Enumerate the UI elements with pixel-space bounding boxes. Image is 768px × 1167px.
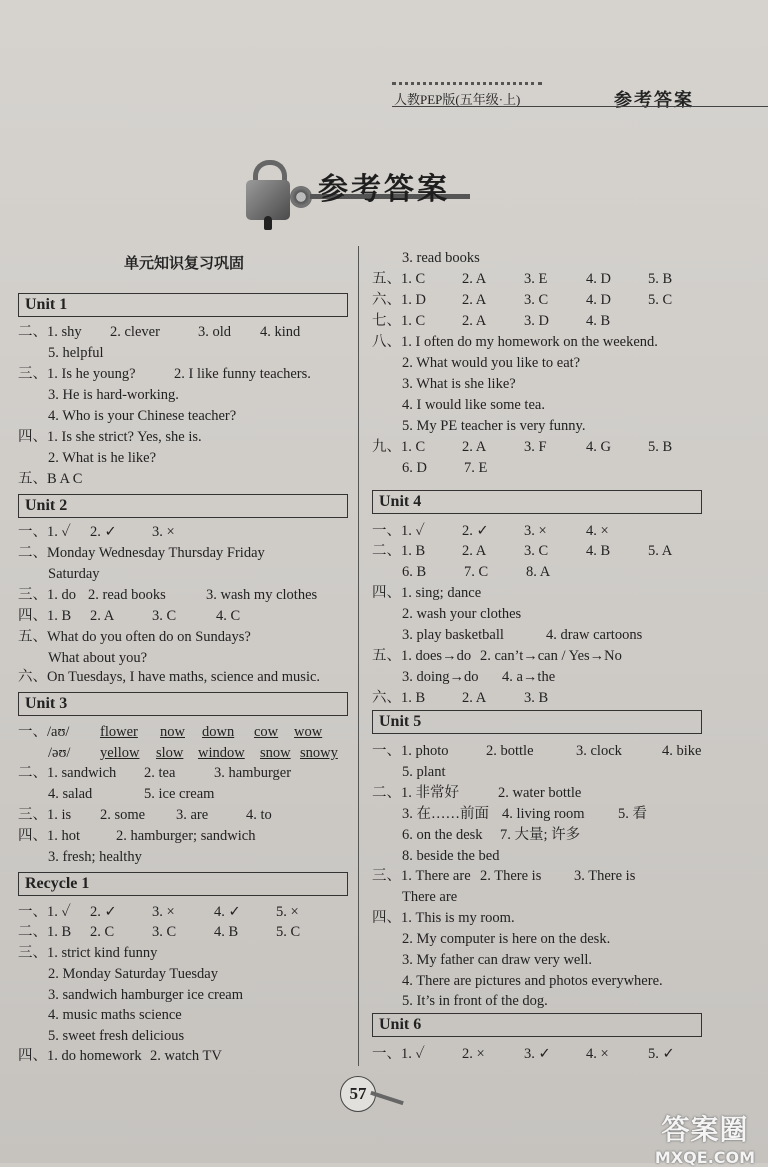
answer-item: 2. can’t→can / Yes→No — [480, 648, 622, 664]
answer-item: 4. a→the — [502, 669, 556, 685]
answer-item: 一、1. ✓ — [18, 904, 71, 920]
answer-item: 5. B — [648, 271, 673, 287]
left-answer-line — [18, 922, 300, 942]
left-answer-line — [18, 763, 291, 783]
phonics-row-2: /əʊ/ yellow slow window snow snowy — [48, 745, 338, 761]
right-answer-line — [402, 625, 642, 645]
watermark-url: MXQE.COM — [654, 1148, 756, 1167]
answer-item: 6. D — [402, 460, 427, 476]
answer-item: 2. ✓ — [90, 524, 117, 540]
left-answer-line — [18, 606, 240, 626]
header-dotted-rule — [392, 82, 542, 85]
answer-item: 4. × — [586, 523, 609, 539]
right-answer-line — [372, 908, 515, 928]
answer-item: 4. B — [586, 543, 611, 559]
answer-item: 5. ✓ — [648, 1046, 675, 1062]
unit-5-header: Unit 5 — [372, 710, 702, 734]
answer-item: 3. C — [524, 292, 549, 308]
answer-item: 二、Monday Wednesday Thursday Friday — [18, 545, 265, 561]
answer-item: 四、1. sing; dance — [372, 585, 482, 601]
answer-item: 3. × — [152, 904, 175, 920]
column-divider — [358, 246, 359, 1066]
answer-item: 2. What would you like to eat? — [402, 355, 581, 371]
unit-6-header: Unit 6 — [372, 1013, 702, 1037]
answer-item: 2. water bottle — [498, 785, 582, 801]
answer-item: 3. C — [152, 608, 177, 624]
left-answer-line — [48, 406, 236, 426]
right-answer-line — [402, 604, 521, 624]
answer-item: 一、1. ✓ — [18, 524, 71, 540]
left-answer-line — [48, 847, 142, 867]
answer-item: 2. × — [462, 1046, 485, 1062]
answer-item: 3. wash my clothes — [206, 587, 318, 603]
answer-item: 3. There is — [574, 868, 636, 884]
unit-2-header: Unit 2 — [18, 494, 348, 518]
right-answer-line — [372, 741, 701, 761]
answer-item: 2. some — [100, 807, 146, 823]
answer-item: 3. ✓ — [524, 1046, 551, 1062]
answer-item: 3. fresh; healthy — [48, 849, 142, 865]
right-answer-line — [402, 804, 647, 824]
left-answer-line — [18, 667, 320, 687]
answer-item: 2. ✓ — [90, 904, 117, 920]
answer-item: 八、1. I often do my homework on the weekend. — [372, 334, 658, 350]
answer-item: 8. A — [526, 564, 551, 580]
answer-item: 4. D — [586, 271, 611, 287]
right-answer-line — [402, 929, 610, 949]
left-answer-line — [18, 826, 255, 846]
answer-item: 5. C — [648, 292, 673, 308]
answer-item: 三、1. do — [18, 587, 76, 603]
answer-item: 二、1. 非常好 — [372, 785, 459, 801]
answer-item: 2. Monday Saturday Tuesday — [48, 966, 218, 982]
answer-item: 2. A — [462, 543, 487, 559]
answer-item: 3. old — [198, 324, 232, 340]
answer-item: 5. A — [648, 543, 673, 559]
answer-item: 一、1. ✓ — [372, 1046, 425, 1062]
answer-item: 5. 看 — [618, 806, 647, 822]
left-answer-line — [48, 448, 156, 468]
answer-item: 四、1. This is my room. — [372, 910, 515, 926]
answer-item: 8. beside the bed — [402, 848, 500, 864]
answer-item: 4. ✓ — [214, 904, 241, 920]
answer-item: 四、1. Is she strict? Yes, she is. — [18, 429, 202, 445]
right-answer-line — [372, 311, 610, 331]
right-answer-line — [402, 991, 548, 1011]
right-answer-line — [402, 248, 480, 268]
left-answer-line — [48, 648, 147, 668]
right-answer-line — [402, 374, 516, 394]
answer-item: 4. living room — [502, 806, 585, 822]
right-answer-line — [372, 783, 581, 803]
answer-item: 7. 大量; 许多 — [500, 827, 581, 843]
answer-item: 七、1. C — [372, 313, 426, 329]
left-answer-line — [48, 1026, 184, 1046]
answer-item: 2. A — [90, 608, 115, 624]
answer-item: 5. plant — [402, 764, 446, 780]
answer-item: What about you? — [48, 650, 148, 666]
left-answer-line — [48, 964, 218, 984]
answer-item: 5. C — [276, 924, 301, 940]
answer-item: 4. C — [216, 608, 241, 624]
answer-item: 2. There is — [480, 868, 542, 884]
answer-item: 4. B — [586, 313, 611, 329]
answer-item: 5. B — [648, 439, 673, 455]
header-title: 参考答案 — [614, 90, 694, 110]
answer-item: 3. D — [524, 313, 549, 329]
right-answer-line — [402, 825, 580, 845]
left-answer-line — [48, 385, 179, 405]
answer-item: 2. A — [462, 439, 487, 455]
answer-item: 4. to — [246, 807, 272, 823]
left-answer-line — [18, 322, 300, 342]
left-answer-line — [18, 585, 317, 605]
answer-item: 5. sweet fresh delicious — [48, 1028, 185, 1044]
answer-item: 4. G — [586, 439, 611, 455]
answer-item: 五、1. does→do — [372, 648, 472, 664]
answer-item: 5. ice cream — [144, 786, 215, 802]
answer-item: 2. A — [462, 292, 487, 308]
answer-item: 2. tea — [144, 765, 176, 781]
right-answer-line — [402, 353, 580, 373]
right-answer-line — [372, 583, 481, 603]
left-answer-line — [18, 469, 82, 489]
answer-item: 2. C — [90, 924, 115, 940]
answer-item: 2. My computer is here on the desk. — [402, 931, 611, 947]
right-answer-line — [402, 950, 592, 970]
answer-item: 2. A — [462, 313, 487, 329]
answer-item: 二、1. sandwich — [18, 765, 117, 781]
key-icon — [290, 186, 312, 208]
answer-item: 4. I would like some tea. — [402, 397, 545, 413]
answer-item: 7. C — [464, 564, 489, 580]
right-answer-line — [372, 866, 635, 886]
answer-item: 4. kind — [260, 324, 301, 340]
right-answer-line — [402, 395, 545, 415]
answer-item: 一、1. photo — [372, 743, 449, 759]
answer-item: 二、1. B — [18, 924, 72, 940]
answer-item: 4. B — [214, 924, 239, 940]
left-answer-line — [48, 343, 104, 363]
answer-item: 三、1. Is he young? — [18, 366, 136, 382]
answer-item: Saturday — [48, 566, 100, 582]
answer-item: 五、B A C — [18, 471, 83, 487]
answer-item: 四、1. hot — [18, 828, 81, 844]
page-number: 57 — [340, 1076, 376, 1112]
answer-item: 2. read books — [88, 587, 166, 603]
answer-item: 3. doing→do — [402, 669, 479, 685]
answer-item: 3. What is she like? — [402, 376, 516, 392]
answer-item: 3. play basketball — [402, 627, 504, 643]
right-answer-line — [402, 846, 499, 866]
answer-item: There are — [402, 889, 458, 905]
left-answer-line — [18, 543, 265, 563]
watermark-logo: 答案圈 — [661, 1113, 749, 1146]
left-answer-line — [48, 1005, 182, 1025]
answer-item: 2. I like funny teachers. — [174, 366, 311, 382]
left-answer-line — [18, 427, 202, 447]
answer-item: 3. read books — [402, 250, 480, 266]
right-answer-line — [402, 762, 446, 782]
right-answer-line — [402, 562, 550, 582]
unit-4-header: Unit 4 — [372, 490, 702, 514]
answer-item: 3. × — [152, 524, 175, 540]
right-answer-line — [402, 667, 555, 687]
answer-item: 4. bike — [662, 743, 702, 759]
answer-item: 3. hamburger — [214, 765, 292, 781]
answer-item: 7. E — [464, 460, 488, 476]
answer-item: 5. It’s in front of the dog. — [402, 993, 548, 1009]
answer-item: 2. wash your clothes — [402, 606, 522, 622]
answer-item: 六、On Tuesdays, I have maths, science and music. — [18, 669, 321, 685]
answer-item: 三、1. strict kind funny — [18, 945, 158, 961]
right-answer-line — [372, 290, 672, 310]
answer-item: 五、What do you often do on Sundays? — [18, 629, 251, 645]
answer-banner — [246, 158, 476, 224]
answer-item: 3. E — [524, 271, 548, 287]
unit-3-header: Unit 3 — [18, 692, 348, 716]
answer-item: 二、1. B — [372, 543, 426, 559]
banner-title: 参考答案 — [318, 172, 450, 207]
answer-item: 3. F — [524, 439, 547, 455]
answer-item: 4. Who is your Chinese teacher? — [48, 408, 237, 424]
answer-item: 3. My father can draw very well. — [402, 952, 593, 968]
left-answer-line — [18, 943, 157, 963]
header-rule — [392, 106, 768, 107]
right-answer-line — [372, 646, 622, 666]
answer-item: 2. ✓ — [462, 523, 489, 539]
unit-1-header: Unit 1 — [18, 293, 348, 317]
left-answer-line — [48, 985, 243, 1005]
left-answer-line — [18, 627, 251, 647]
right-answer-line — [372, 521, 609, 541]
right-answer-line — [402, 971, 663, 991]
right-answer-line — [372, 1044, 675, 1064]
answer-item: 4. music maths science — [48, 1007, 182, 1023]
recycle-1-header: Recycle 1 — [18, 872, 348, 896]
answer-item: 2. A — [462, 690, 487, 706]
left-answer-line — [48, 564, 100, 584]
watermark — [642, 1108, 768, 1167]
answer-item: 3. 在……前面 — [402, 806, 489, 822]
answer-item: 二、1. shy — [18, 324, 82, 340]
answer-item: 3. C — [524, 543, 549, 559]
answer-item: 4. salad — [48, 786, 93, 802]
answer-item: 六、1. B — [372, 690, 426, 706]
answer-item: 2. hamburger; sandwich — [116, 828, 256, 844]
answer-item: 一、1. ✓ — [372, 523, 425, 539]
left-answer-line — [18, 902, 299, 922]
answer-item: 4. draw cartoons — [546, 627, 643, 643]
answer-item: 4. There are pictures and photos everywhere. — [402, 973, 663, 989]
right-answer-line — [372, 541, 672, 561]
answer-item: 5. × — [276, 904, 299, 920]
answer-item: 2. clever — [110, 324, 160, 340]
edition-label: 人教PEP版(五年级·上) — [394, 92, 521, 107]
answer-item: 2. A — [462, 271, 487, 287]
answer-item: 六、1. D — [372, 292, 426, 308]
left-answer-line — [18, 364, 311, 384]
answer-item: 2. watch TV — [150, 1048, 222, 1064]
section-title: 单元知识复习巩固 — [123, 254, 244, 272]
right-answer-line — [372, 688, 548, 708]
lock-icon — [246, 180, 290, 220]
answer-item: 五、1. C — [372, 271, 426, 287]
answer-item: 4. × — [586, 1046, 609, 1062]
answer-item: 四、1. B — [18, 608, 72, 624]
answer-item: 2. bottle — [486, 743, 534, 759]
answer-item: 6. B — [402, 564, 427, 580]
left-answer-line — [18, 805, 272, 825]
right-answer-line — [372, 332, 658, 352]
right-answer-line — [372, 437, 672, 457]
right-answer-line — [402, 416, 586, 436]
right-answer-line — [402, 887, 457, 907]
answer-item: 4. D — [586, 292, 611, 308]
left-answer-line — [18, 522, 175, 542]
answer-item: 2. What is he like? — [48, 450, 157, 466]
answer-item: 四、1. do homework — [18, 1048, 142, 1064]
phonics-row-1: 一、/aʊ/ flower now down cow wow — [18, 724, 323, 740]
answer-item: 3. × — [524, 523, 547, 539]
left-answer-line — [18, 1046, 222, 1066]
answer-item: 3. clock — [576, 743, 622, 759]
answer-item: 九、1. C — [372, 439, 426, 455]
answer-item: 6. on the desk — [402, 827, 483, 843]
left-answer-line — [48, 784, 214, 804]
page-header — [392, 82, 768, 110]
answer-item: 三、1. is — [18, 807, 72, 823]
answer-item: 3. sandwich hamburger ice cream — [48, 987, 243, 1003]
answer-item: 3. are — [176, 807, 209, 823]
answer-item: 5. My PE teacher is very funny. — [402, 418, 586, 434]
answer-item: 5. helpful — [48, 345, 104, 361]
right-answer-line — [402, 458, 487, 478]
answer-item: 3. C — [152, 924, 177, 940]
right-answer-line — [372, 269, 672, 289]
answer-item: 3. He is hard-working. — [48, 387, 179, 403]
answer-item: 三、1. There are — [372, 868, 471, 884]
answer-item: 3. B — [524, 690, 549, 706]
